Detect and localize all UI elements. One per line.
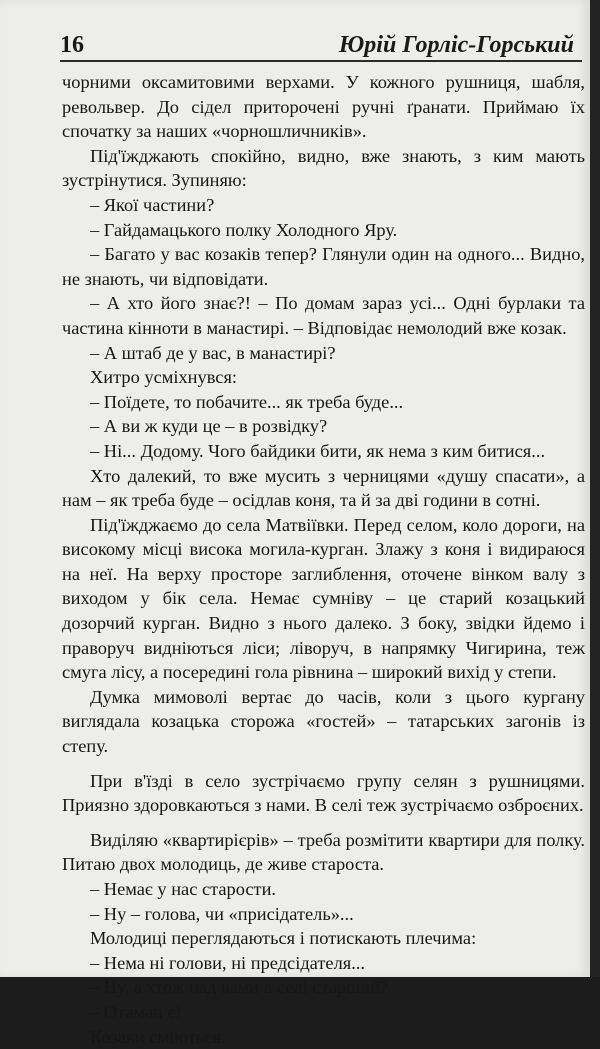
dialogue-line: – Ні... Додому. Чого байдики бити, як нема з ким битися... xyxy=(90,440,546,461)
dialogue-line: – Ну – голова, чи «присідатель»... xyxy=(90,903,354,924)
dialogue-line: – А хто його знає?! – По домам зараз усі... Одні бурлаки та частина кінноти в манастирі. – Відповідає немолодий вже козак. xyxy=(62,293,585,338)
paragraph: Хто далекий, то вже мусить з черницями «душу спасати», а нам – як треба буде – осідлав коня, та й за дві години в сотні. xyxy=(62,465,585,511)
paragraph: чорними оксамитовими верхами. У кожного рушниця, шабля, револьвер. До сідел приторочені ручні ґранати. Приймаю їх спочатку за наших «чорношличників». xyxy=(62,72,585,142)
body-text xyxy=(62,70,585,1049)
dialogue-line: – Гайдамацького полку Холодного Яру. xyxy=(90,219,398,240)
dialogue-line: – А ви ж куди це – в розвідку? xyxy=(90,416,328,437)
dialogue-line: – Отаман є! xyxy=(90,1001,182,1022)
paragraph: Під'їжджаємо до села Матвіївки. Перед селом, коло дороги, на високому місці висока могила-курган. Злажу з коня і видираюся на неї. На верху просторе заглиблення, оточене вінком валу з виходом у бік села. Немає сумніву – це старий козацький дозорчий курган. Видно з нього далеко. З боку, звідки йдемо і праворуч видніються ліси; ліворуч, в напрямку Чигирина, теж смуга лісу, а посередині гола рівнина – широкий вихід у степи. xyxy=(62,514,585,683)
page-header xyxy=(60,30,582,64)
header-rule xyxy=(60,60,582,62)
running-title: Юрій Горліс-Горський xyxy=(338,32,574,58)
dialogue-line: – Багато у вас козаків тепер? Глянули один на одного... Видно, не знають, чи відповідати. xyxy=(62,244,585,289)
dialogue-line: – Немає у нас старости. xyxy=(90,879,277,899)
paragraph: Під'їжджають спокійно, видно, вже знають, з ким мають зустрінутися. Зупиняю: xyxy=(62,145,585,191)
dialogue-line: – Якої частини? xyxy=(90,194,215,215)
paragraph: Козаки сміються. xyxy=(90,1026,226,1047)
dialogue-line: – Поїдете, то побачите... як треба буде... xyxy=(90,391,404,412)
dialogue-line: – А штаб де у вас, в манастирі? xyxy=(90,342,336,363)
page-number: 16 xyxy=(60,32,84,58)
paragraph: При в'їзді в село зустрічаємо групу селян з рушницями. Приязно здоровкаються з нами. В селі теж зустрічаємо озброєних. xyxy=(62,770,585,816)
paragraph: Хитро усміхнувся: xyxy=(90,367,238,388)
dialogue-line: – Ну, а хтож над вами в селі старший? xyxy=(90,977,389,998)
paragraph: Молодиці переглядаються і потискають плечима: xyxy=(90,928,477,949)
dialogue-line: – Нема ні голови, ні предсідателя... xyxy=(90,952,365,973)
paragraph: Думка мимоволі вертає до часів, коли з цього кургану виглядала козацька сторожа «гостей» – татарських загонів із степу. xyxy=(62,686,585,757)
paragraph: Виділяю «квартирієрів» – треба розмітити квартири для полку. Питаю двох молодиць, де живе староста. xyxy=(62,829,585,875)
page-edge-shadow xyxy=(590,0,600,977)
